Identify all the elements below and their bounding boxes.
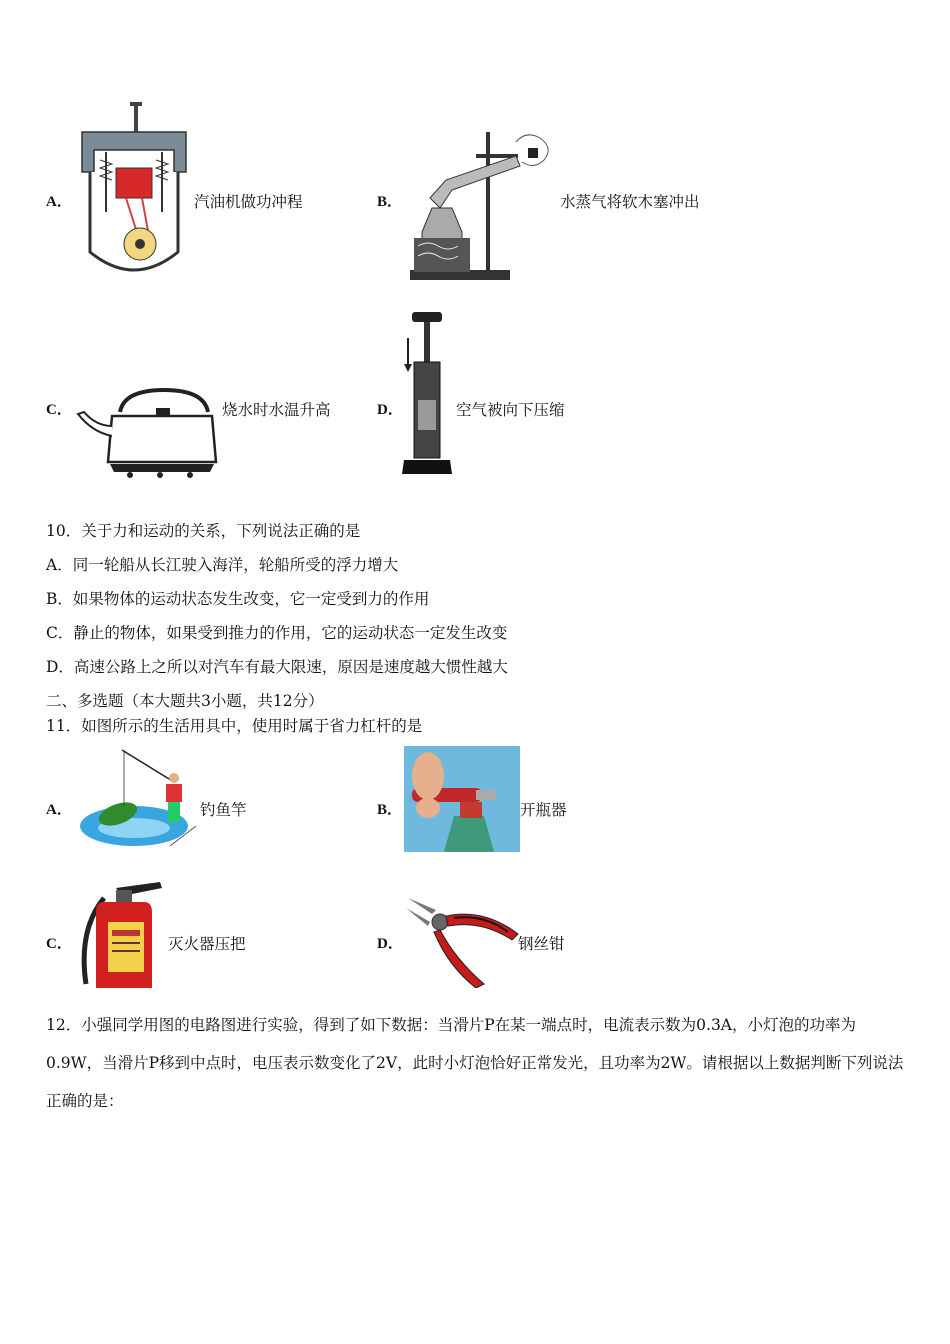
q9-option-b-caption: 水蒸气将软木塞冲出 [560, 193, 700, 211]
q9-option-c-caption: 烧水时水温升高 [222, 401, 331, 419]
q11-option-d-caption: 钢丝钳 [518, 935, 565, 953]
q9-option-c-letter: C． [46, 402, 72, 418]
q10-option-b: B．如果物体的运动状态发生改变，它一定受到力的作用 [46, 590, 430, 608]
air-pump-image [400, 310, 456, 480]
q9-option-d-caption: 空气被向下压缩 [456, 401, 565, 419]
q10-option-a: A．同一轮船从长江驶入海洋，轮船所受的浮力增大 [46, 556, 399, 574]
q9-option-b-letter: B． [377, 194, 403, 210]
q9-option-a-letter: A． [46, 194, 72, 210]
q11-option-b-letter: B． [377, 802, 403, 818]
q12-text: 12．小强同学用图的电路图进行实验，得到了如下数据：当滑片P在某一端点时，电流表示数为0.3A，小灯泡的功率为0.9W，当滑片P移到中点时，电压表示数变化了2V，此时小灯泡恰好正常发光，且功率为2W。请根据以上数据判断下列说法正确的是： [46, 1016, 904, 1110]
q11-option-b-caption: 开瓶器 [520, 801, 567, 819]
q11-option-d-letter: D． [377, 936, 403, 952]
fire-extinguisher-image [76, 880, 168, 988]
q11-option-a-caption: 钓鱼竿 [200, 801, 247, 819]
q11-stem: 11．如图所示的生活用具中，使用时属于省力杠杆的是 [46, 717, 423, 735]
q9-option-d-letter: D． [377, 402, 403, 418]
pliers-image [404, 894, 520, 988]
engine-cylinder-image [78, 102, 190, 282]
kettle-image [74, 386, 220, 480]
bottle-opener-image [404, 746, 520, 852]
q9-option-a-caption: 汽油机做功冲程 [194, 193, 303, 211]
q11-option-c-letter: C． [46, 936, 72, 952]
steam-flask-apparatus-image [406, 128, 556, 284]
q10-stem: 10．关于力和运动的关系，下列说法正确的是 [46, 522, 361, 540]
q11-option-c-caption: 灭火器压把 [168, 935, 246, 953]
q10-option-d: D．高速公路上之所以对汽车有最大限速，原因是速度越大惯性越大 [46, 658, 508, 676]
q10-option-c: C．静止的物体，如果受到推力的作用，它的运动状态一定发生改变 [46, 624, 508, 642]
q11-option-a-letter: A． [46, 802, 72, 818]
fishing-rod-image [78, 746, 196, 852]
section-heading: 二、多选题（本大题共3小题，共12分） [46, 692, 324, 710]
